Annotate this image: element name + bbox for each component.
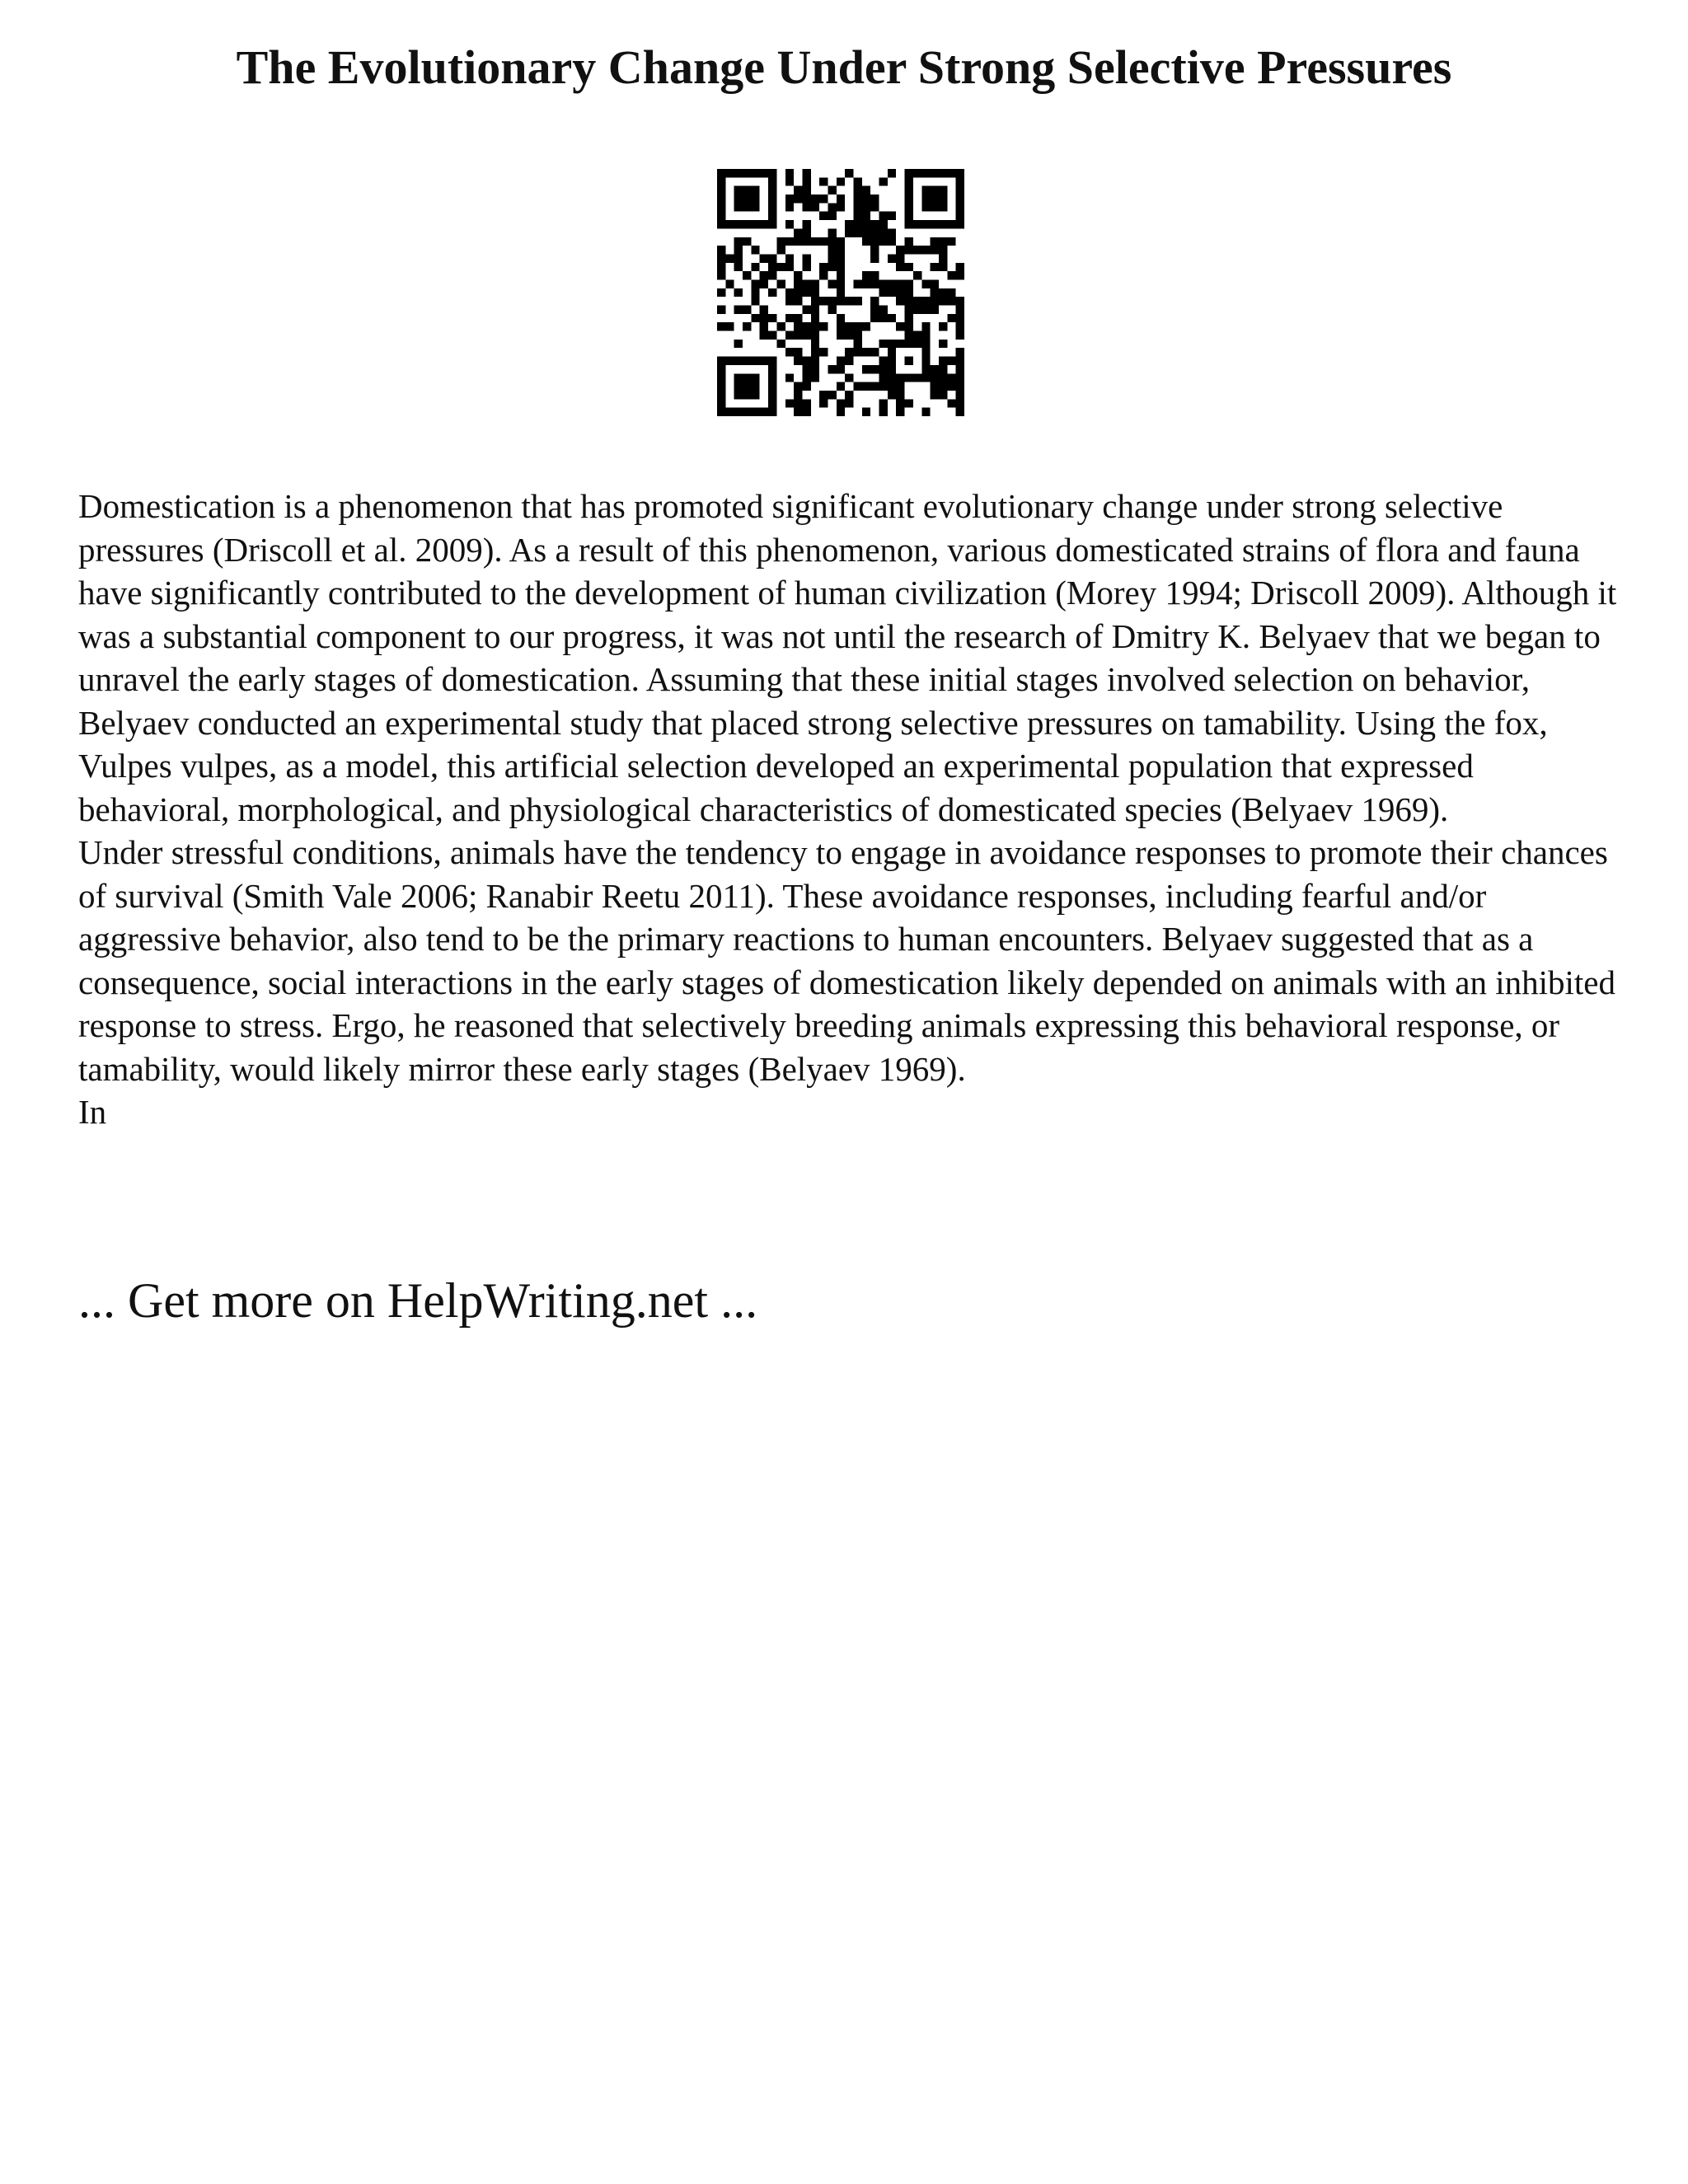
- get-more-link[interactable]: ... Get more on HelpWriting.net ...: [78, 1273, 758, 1328]
- document-title: The Evolutionary Change Under Strong Selective Pressures: [236, 40, 1452, 94]
- paragraph: Domestication is a phenomenon that has promoted significant evolutionary change under strong selective pressures (Driscoll et al. 2009). As a result of this phenomenon, various domesticated strains of flora and fauna have significantly contributed to the development of human civilization (Morey 1994; Driscoll 2009). Although it was a substantial component to our progress, it was not until the research of Dmitry K. Belyaev that we began to unravel the early stages of domestication. Assuming that these initial stages involved selection on behavior, Belyaev conducted an experimental study that placed strong selective pressures on tamability. Using the fox, Vulpes vulpes, as a model, this artificial selection developed an experimental population that expressed behavioral, morphological, and physiological characteristics of domesticated species (Belyaev 1969).: [78, 487, 1617, 828]
- paragraph: In: [78, 1093, 107, 1131]
- paragraph: Under stressful conditions, animals have the tendency to engage in avoidance responses to promote their chances of survival (Smith Vale 2006; Ranabir Reetu 2011). These avoidance responses, including fearful and/or aggressive behavior, also tend to be the primary reactions to human encounters. Belyaev suggested that as a consequence, social interactions in the early stages of domestication likely depended on animals with an inhibited response to stress. Ergo, he reasoned that selectively breeding animals expressing this behavioral response, or tamability, would likely mirror these early stages (Belyaev 1969).: [78, 833, 1615, 1088]
- document-body: [78, 485, 1628, 1134]
- qr-code-icon: [717, 169, 964, 416]
